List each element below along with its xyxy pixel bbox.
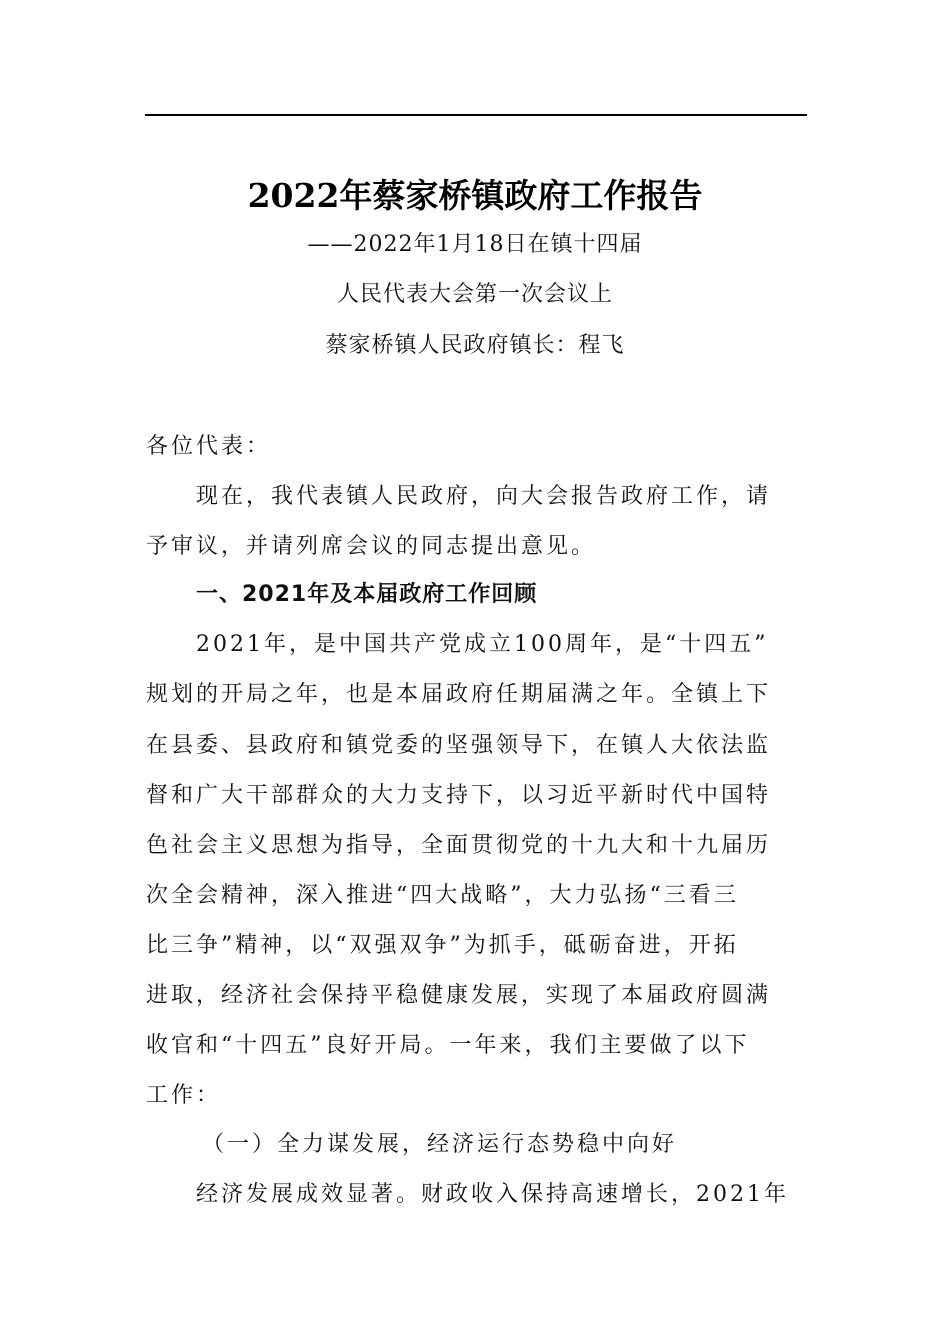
body-line-3: 在县委、县政府和镇党委的坚强领导下，在镇人大依法监 xyxy=(146,733,772,758)
body-line-10: 工作： xyxy=(146,1083,222,1108)
intro-line-1: 现在，我代表镇人民政府，向大会报告政府工作，请 xyxy=(196,484,772,509)
subtitle-line-3: 蔡家桥镇人民政府镇长：程飞 xyxy=(325,333,625,358)
subtitle-line-1: ——2022年1月18日在镇十四届 xyxy=(307,232,643,257)
header-rule xyxy=(145,114,807,116)
intro-line-2: 予审议，并请列席会议的同志提出意见。 xyxy=(146,534,597,559)
body-line-8: 进取，经济社会保持平稳健康发展，实现了本届政府圆满 xyxy=(146,983,772,1008)
body-line-7: 比三争”精神，以“双强双争”为抓手，砥砺奋进，开拓 xyxy=(146,933,739,958)
section-heading: 一、2021年及本届政府工作回顾 xyxy=(196,582,538,607)
greeting: 各位代表： xyxy=(146,434,272,459)
body-line-9: 收官和“十四五”良好开局。一年来，我们主要做了以下 xyxy=(146,1033,750,1058)
subsection-heading: （一）全力谋发展，经济运行态势稳中向好 xyxy=(202,1132,678,1157)
subsection-body-line-1: 经济发展成效显著。财政收入保持高速增长，2021年 xyxy=(196,1182,789,1207)
body-line-4: 督和广大干部群众的大力支持下，以习近平新时代中国特 xyxy=(146,783,772,808)
body-line-6: 次全会精神，深入推进“四大战略”，大力弘扬“三看三 xyxy=(146,883,739,908)
subtitle-line-2: 人民代表大会第一次会议上 xyxy=(336,282,613,307)
document-title: 2022年蔡家桥镇政府工作报告 xyxy=(247,176,703,215)
body-line-2: 规划的开局之年，也是本届政府任期届满之年。全镇上下 xyxy=(146,682,772,707)
body-line-5: 色社会主义思想为指导，全面贯彻党的十九大和十九届历 xyxy=(146,833,772,858)
body-line-1: 2021年，是中国共产党成立100周年，是“十四五” xyxy=(196,632,769,657)
